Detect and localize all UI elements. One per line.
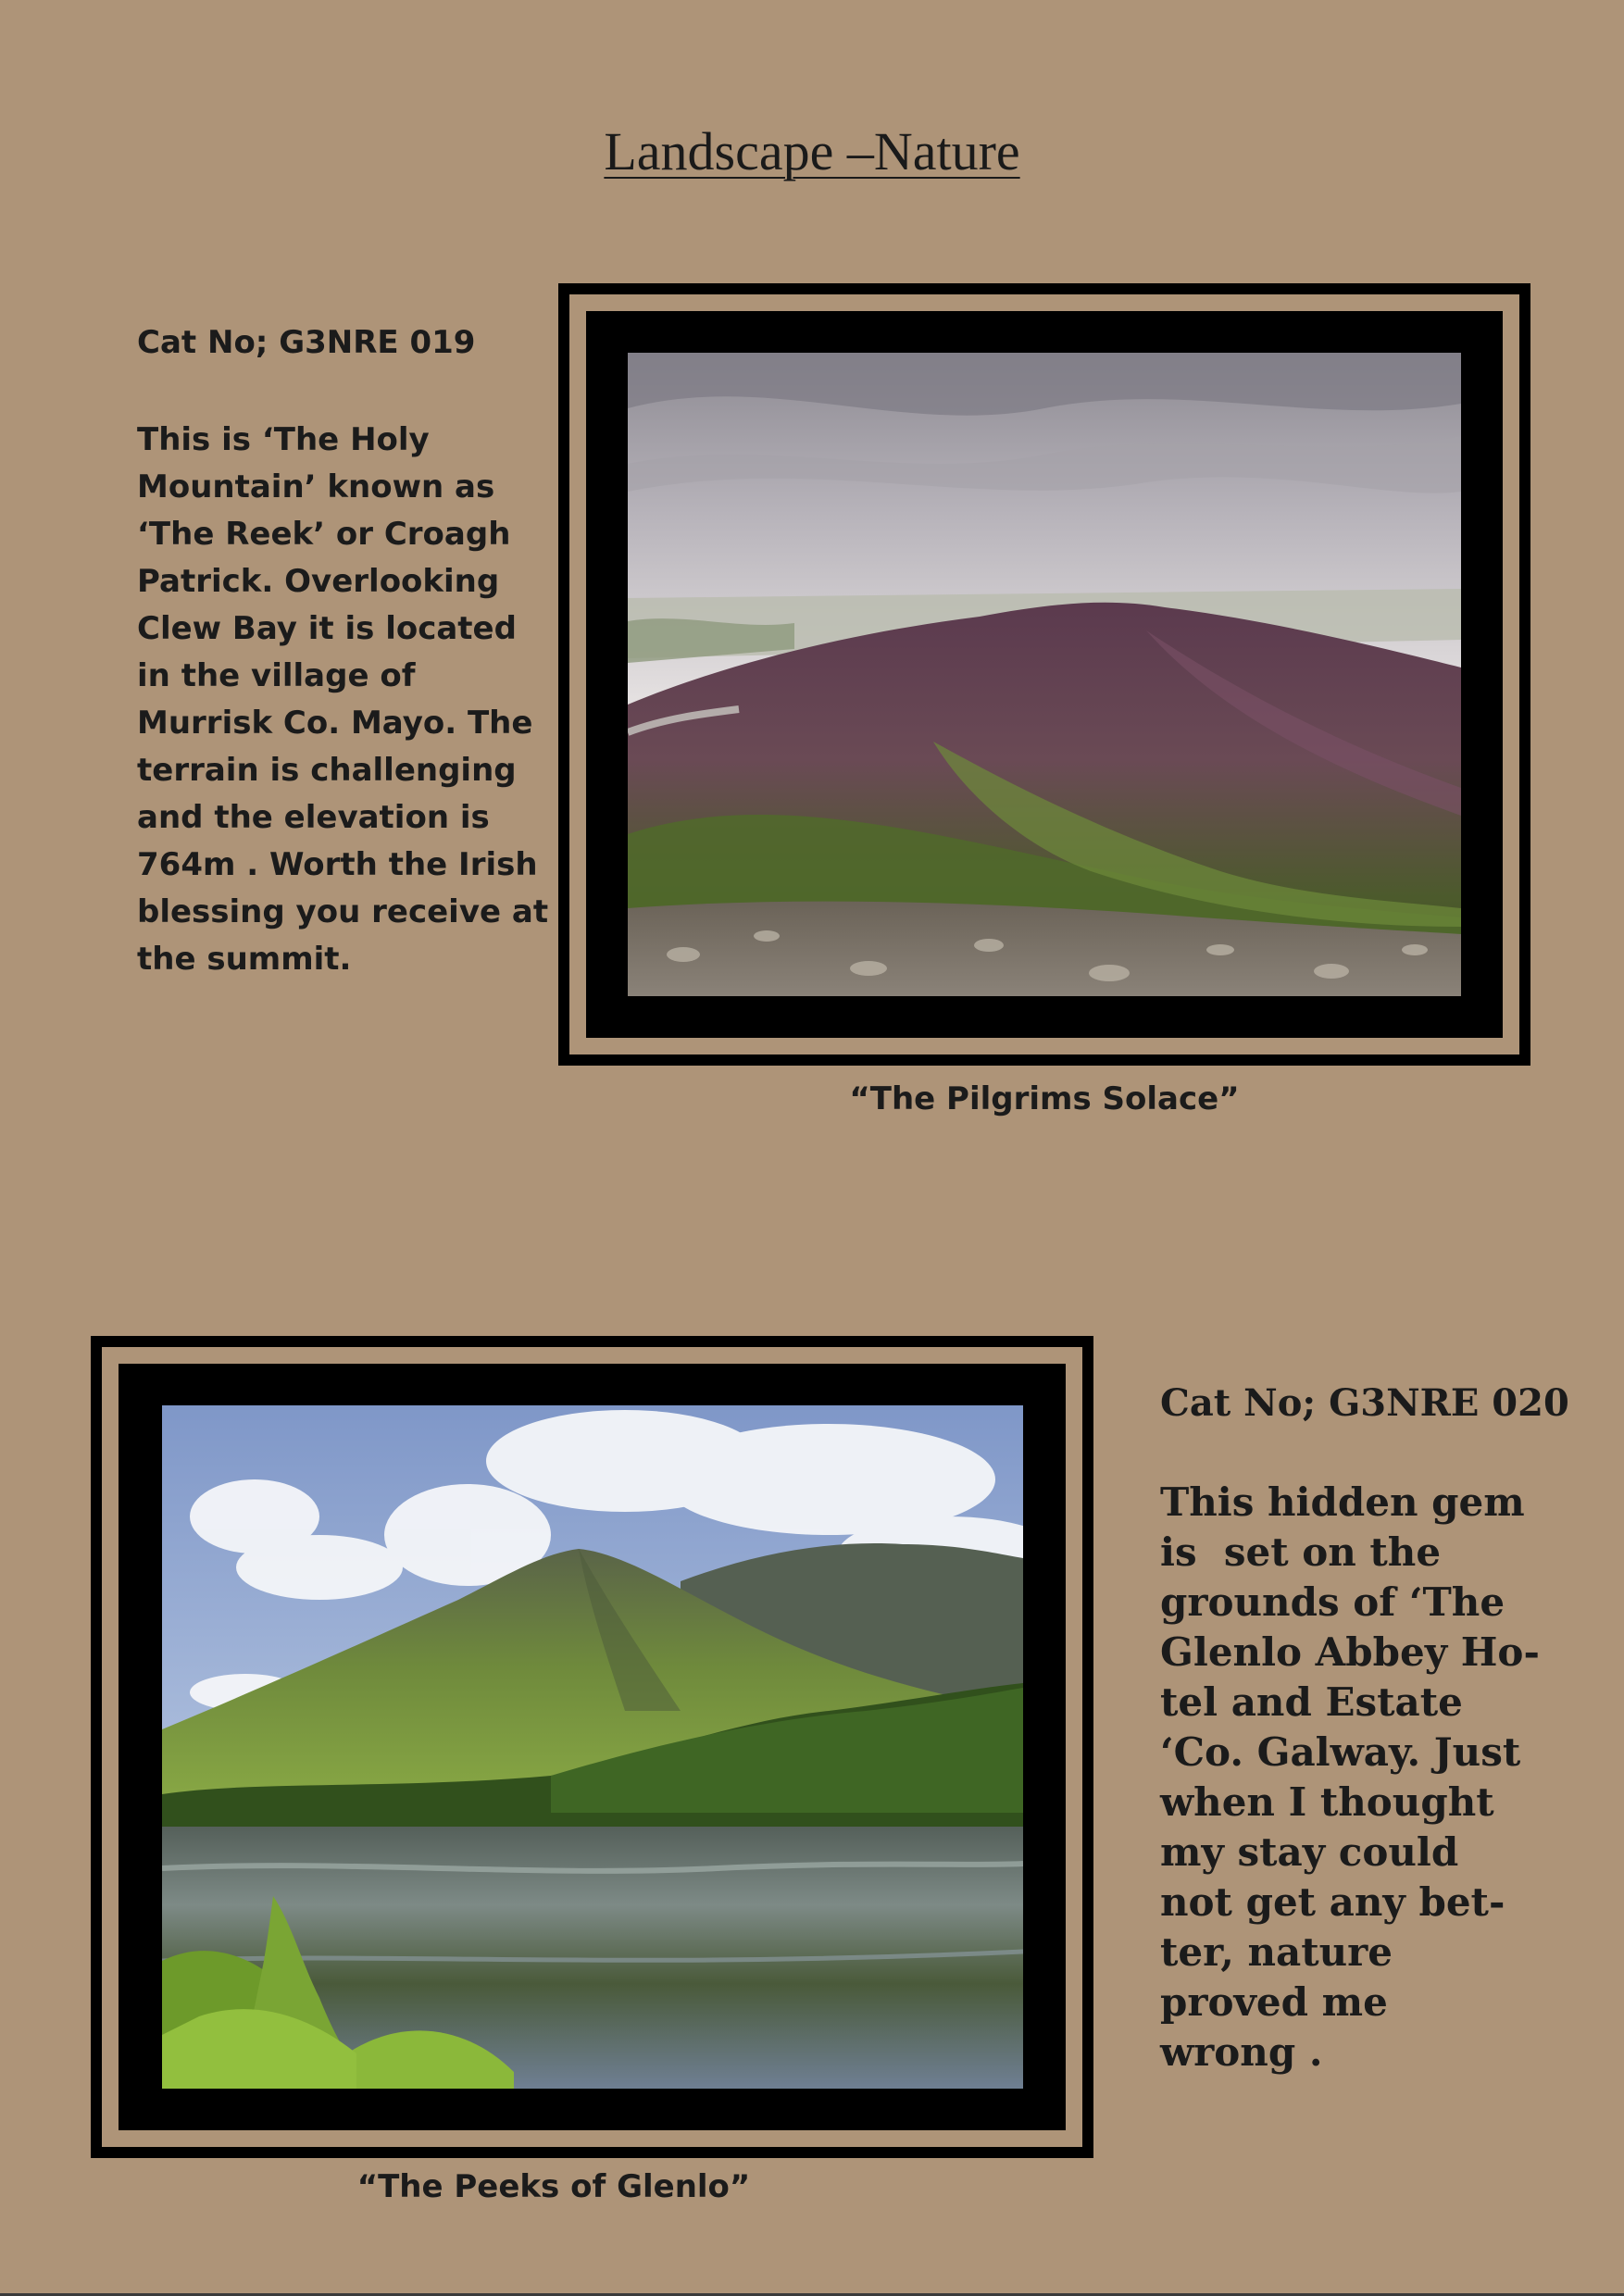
description-line: in the village of: [137, 657, 416, 694]
description-line: ‘The Reek’ or Croagh: [137, 516, 511, 553]
photo-caption-pilgrims-solace: “The Pilgrims Solace”: [849, 1080, 1240, 1117]
page-title: Landscape –Nature: [604, 121, 1020, 181]
photo-caption-peeks-of-glenlo: “The Peeks of Glenlo”: [356, 2168, 751, 2205]
description-line: Mountain’ known as: [137, 468, 495, 505]
description-line: This is ‘The Holy: [137, 421, 430, 458]
description-line: tel and Estate: [1160, 1679, 1463, 1725]
description-020: [1160, 1478, 1595, 2078]
description-line: grounds of ‘The: [1160, 1579, 1505, 1625]
description-line: not get any bet-: [1160, 1879, 1505, 1925]
catalog-number-019: Cat No; G3NRE 019: [137, 324, 476, 361]
catalog-number-020: Cat No; G3NRE 020: [1160, 1381, 1569, 1425]
description-line: blessing you receive at: [137, 893, 549, 930]
description-line: ‘Co. Galway. Just: [1160, 1729, 1521, 1775]
description-line: Murrisk Co. Mayo. The: [137, 705, 533, 742]
description-line: ter, nature: [1160, 1929, 1393, 1975]
photo-frame-pilgrims-solace: [558, 283, 1530, 1066]
description-line: wrong .: [1160, 2029, 1323, 2075]
description-line: the summit.: [137, 941, 352, 978]
description-line: Patrick. Overlooking: [137, 563, 500, 600]
description-line: proved me: [1160, 1979, 1388, 2025]
description-line: is set on the: [1160, 1529, 1442, 1575]
photo-frame-peeks-of-glenlo: [91, 1336, 1093, 2158]
description-019: [137, 417, 549, 983]
description-line: This hidden gem: [1160, 1479, 1525, 1525]
photo-mountain-ridge: [628, 353, 1461, 996]
photo-mountains-lake: [162, 1405, 1023, 2089]
description-line: Clew Bay it is located: [137, 610, 517, 647]
description-line: when I thought: [1160, 1779, 1494, 1825]
description-line: 764m . Worth the Irish: [137, 846, 538, 883]
description-line: terrain is challenging: [137, 752, 517, 789]
description-line: Glenlo Abbey Ho-: [1160, 1629, 1540, 1675]
description-line: and the elevation is: [137, 799, 490, 836]
description-line: my stay could: [1160, 1829, 1459, 1875]
